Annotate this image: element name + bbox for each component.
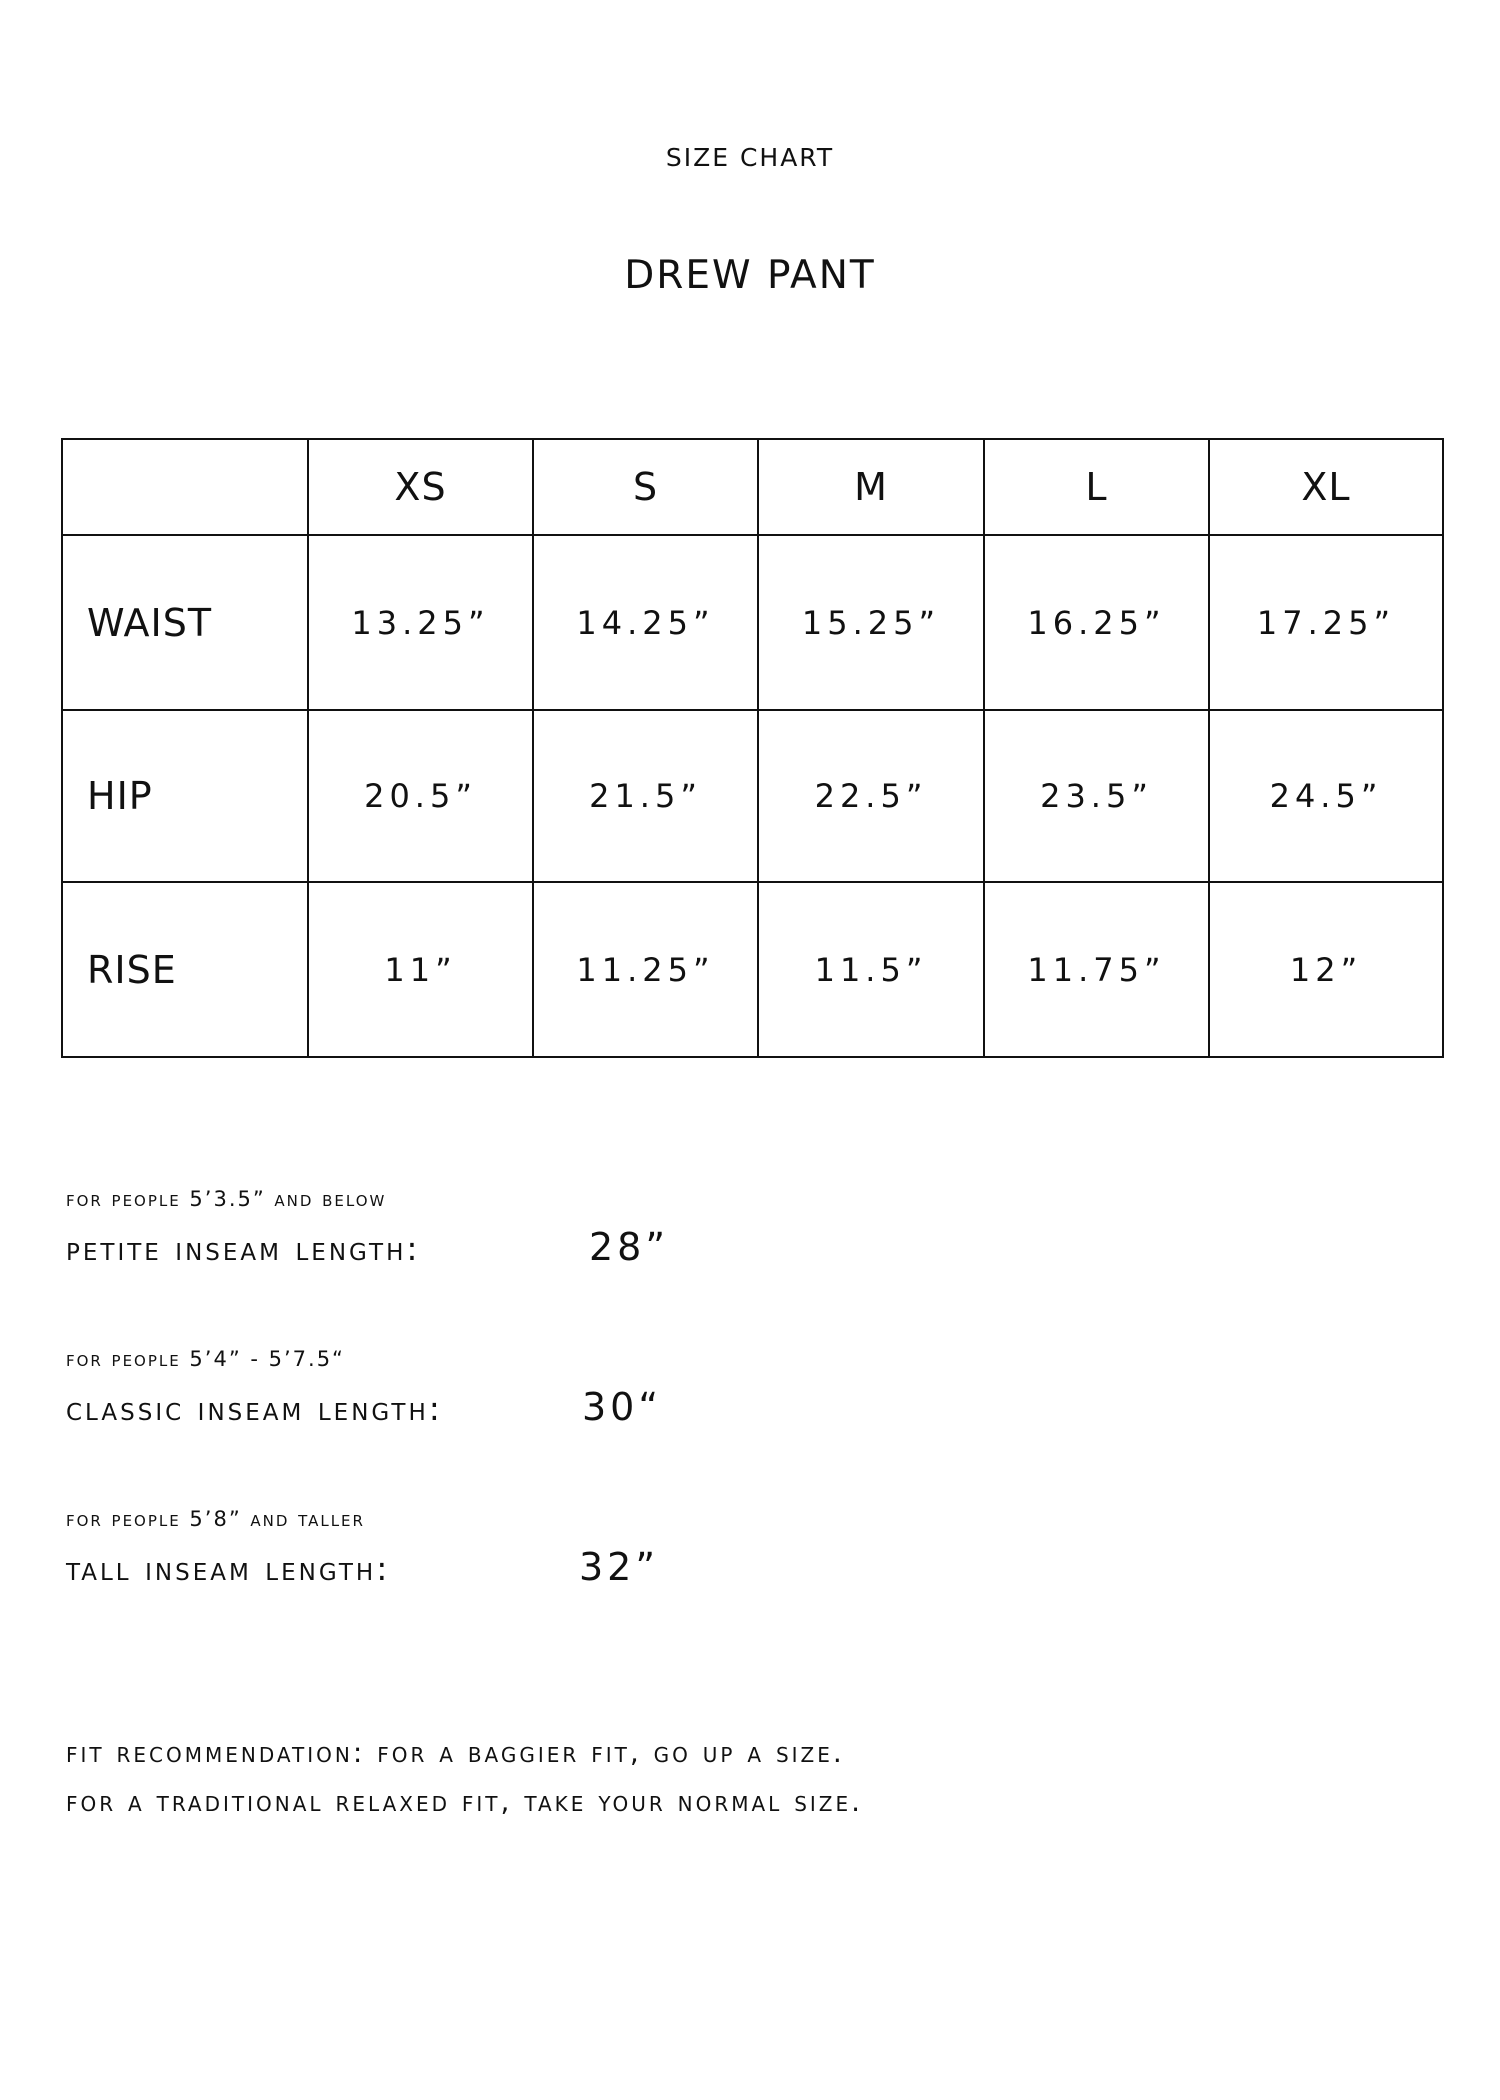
table-cell: 11.5” [758,882,984,1057]
table-row [62,882,1443,1057]
petite-height-note: for people 5’3.5” and below [66,1187,387,1211]
petite-inseam-label: petite inseam length: [66,1229,421,1268]
table-cell: 14.25” [533,535,758,710]
table-cell: 22.5” [758,710,984,882]
document-label: SIZE CHART [665,143,835,172]
table-row [62,710,1443,882]
table-cell: 11.25” [533,882,758,1057]
classic-height-note: for people 5’4” - 5’7.5“ [66,1347,345,1371]
fit-recommendation [66,1728,1366,1826]
size-header-s: S [533,439,758,535]
row-label-hip: HIP [62,710,308,882]
table-header-row [62,439,1443,535]
table-cell: 23.5” [984,710,1209,882]
tall-inseam-label: tall inseam length: [66,1549,391,1588]
fit-recommendation-line-1: fit recommendation: for a baggier fit, go up a size. [66,1736,845,1769]
tall-inseam-line [66,1545,1166,1589]
tall-height-note: for people 5’8” and taller [66,1507,365,1531]
classic-inseam-value: 30“ [582,1385,663,1429]
table-cell: 11” [308,882,533,1057]
table-cell: 20.5” [308,710,533,882]
table-cell: 24.5” [1209,710,1443,882]
table-cell: 11.75” [984,882,1209,1057]
size-header-l: L [984,439,1209,535]
tall-inseam-block [66,1507,1166,1589]
petite-inseam-block [66,1187,1166,1269]
size-header-xl: XL [1209,439,1443,535]
row-label-rise: RISE [62,882,308,1057]
classic-inseam-label: classic inseam length: [66,1389,443,1428]
table-cell: 12” [1209,882,1443,1057]
table-cell: 15.25” [758,535,984,710]
size-table [61,438,1444,1058]
table-cell: 13.25” [308,535,533,710]
tall-inseam-value: 32” [579,1545,660,1589]
size-header-xs: XS [308,439,533,535]
row-label-waist: WAIST [62,535,308,710]
table-cell: 21.5” [533,710,758,882]
classic-inseam-line [66,1385,1166,1429]
table-cell: 16.25” [984,535,1209,710]
product-title: DREW PANT [624,253,876,298]
petite-inseam-value: 28” [589,1225,670,1269]
size-header-m: M [758,439,984,535]
table-cell: 17.25” [1209,535,1443,710]
table-corner-cell [62,439,308,535]
classic-inseam-block [66,1347,1166,1429]
table-row [62,535,1443,710]
petite-inseam-line [66,1225,1166,1269]
fit-recommendation-line-2: for a traditional relaxed fit, take your normal size. [66,1785,864,1818]
